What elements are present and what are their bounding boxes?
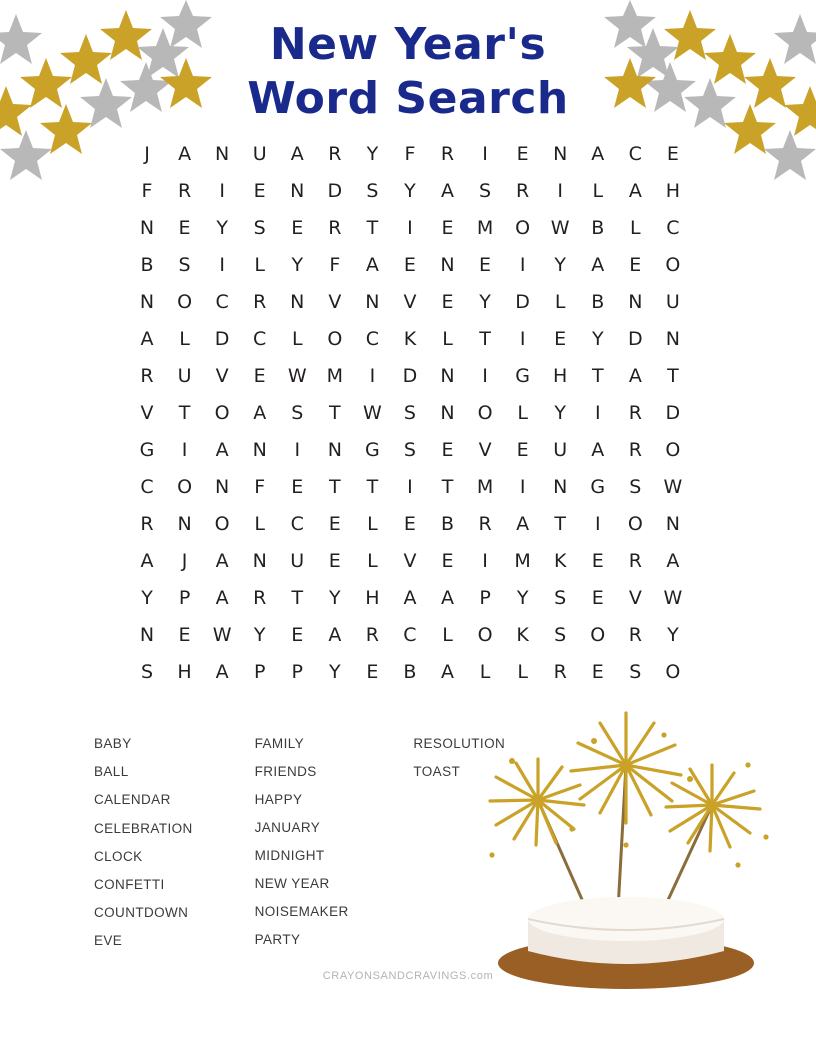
- grid-cell: L: [254, 512, 265, 535]
- grid-cell: N: [628, 290, 643, 313]
- grid-cell: N: [553, 142, 568, 165]
- grid-cell: E: [366, 660, 379, 683]
- grid-cell: I: [219, 253, 225, 276]
- grid-cell: B: [591, 216, 605, 239]
- grid-cell: L: [291, 327, 303, 350]
- grid-cell: R: [553, 660, 567, 683]
- grid-cell: L: [479, 660, 491, 683]
- grid-cell: C: [253, 327, 267, 350]
- grid-cell: Y: [404, 179, 416, 202]
- word-list-item: BALL: [94, 764, 129, 780]
- grid-cell: G: [139, 438, 155, 461]
- grid-cell: H: [365, 586, 380, 609]
- grid-cell: N: [215, 142, 230, 165]
- grid-cell: W: [362, 401, 382, 424]
- grid-cell: I: [407, 216, 413, 239]
- grid-cell: S: [178, 253, 191, 276]
- word-list-item: RESOLUTION: [413, 736, 506, 751]
- grid-cell: A: [215, 660, 229, 683]
- grid-cell: Y: [366, 142, 379, 165]
- word-list-item: COUNTDOWN: [94, 905, 189, 921]
- grid-cell: F: [404, 142, 416, 165]
- grid-cell: E: [516, 142, 529, 165]
- grid-cell: D: [214, 327, 230, 350]
- grid-cell: E: [178, 216, 191, 239]
- grid-cell: E: [441, 290, 454, 313]
- grid-cell: G: [365, 438, 380, 461]
- grid-cell: V: [478, 438, 492, 461]
- grid-cell: Y: [216, 216, 228, 239]
- grid-cell: T: [366, 216, 379, 239]
- grid-cell: A: [591, 253, 605, 276]
- grid-cell: E: [291, 623, 304, 646]
- grid-cell: D: [665, 401, 681, 424]
- grid-cell: C: [140, 475, 154, 498]
- grid-cell: A: [140, 327, 154, 350]
- title-line-2: Word Search: [247, 73, 569, 124]
- grid-cell: R: [328, 142, 342, 165]
- grid-cell: A: [591, 438, 605, 461]
- grid-cell: P: [291, 660, 303, 683]
- grid-cell: N: [665, 512, 680, 535]
- grid-cell: S: [554, 586, 567, 609]
- word-list-item: BABY: [94, 736, 132, 751]
- word-list: [94, 730, 574, 956]
- grid-cell: N: [440, 401, 455, 424]
- grid-cell: V: [628, 586, 642, 609]
- grid-cell: K: [553, 549, 567, 572]
- grid-cell: B: [591, 290, 605, 313]
- grid-cell: N: [252, 438, 267, 461]
- grid-cell: F: [329, 253, 341, 276]
- grid-cell: M: [476, 216, 494, 239]
- grid-cell: T: [329, 475, 341, 498]
- grid-row: [132, 653, 688, 690]
- grid-cell: L: [367, 512, 378, 535]
- site-credit: CRAYONSANDCRAVINGS.com: [322, 970, 494, 982]
- grid-cell: V: [403, 549, 417, 572]
- grid-cell: A: [290, 142, 304, 165]
- grid-cell: Y: [667, 623, 679, 646]
- grid-cell: A: [178, 142, 192, 165]
- grid-cell: G: [590, 475, 606, 498]
- grid-cell: N: [139, 623, 155, 646]
- grid-cell: T: [366, 475, 379, 498]
- grid-cell: T: [667, 364, 679, 387]
- grid-cell: S: [291, 401, 304, 424]
- grid-row: [132, 542, 688, 579]
- grid-row: [132, 172, 688, 209]
- word-list-column-3: [413, 730, 574, 956]
- grid-cell: I: [294, 438, 301, 461]
- grid-cell: Y: [516, 586, 529, 609]
- grid-cell: Y: [141, 586, 153, 609]
- grid-cell: N: [327, 438, 342, 461]
- grid-cell: S: [140, 660, 154, 683]
- grid-cell: I: [407, 475, 413, 498]
- grid-cell: T: [178, 401, 191, 424]
- grid-cell: L: [517, 401, 528, 424]
- grid-cell: E: [591, 660, 604, 683]
- grid-cell: U: [177, 364, 192, 387]
- grid-cell: E: [591, 586, 604, 609]
- grid-row: [132, 616, 688, 653]
- grid-cell: E: [291, 216, 304, 239]
- grid-cell: W: [663, 586, 683, 609]
- grid-cell: N: [365, 290, 380, 313]
- grid-cell: A: [628, 179, 642, 202]
- grid-cell: O: [177, 475, 193, 498]
- grid-cell: I: [519, 475, 526, 498]
- grid-cell: F: [141, 179, 153, 202]
- grid-cell: O: [627, 512, 643, 535]
- grid-cell: Y: [479, 290, 491, 313]
- grid-cell: C: [403, 623, 417, 646]
- grid-cell: L: [179, 327, 190, 350]
- grid-row: [132, 357, 688, 394]
- grid-cell: P: [178, 586, 191, 609]
- grid-row: [132, 320, 688, 357]
- grid-cell: N: [139, 290, 155, 313]
- grid-cell: I: [181, 438, 188, 461]
- grid-cell: R: [516, 179, 530, 202]
- grid-row: [132, 209, 688, 246]
- grid-cell: N: [440, 364, 455, 387]
- grid-cell: O: [665, 438, 681, 461]
- grid-cell: N: [252, 549, 267, 572]
- grid-cell: R: [140, 364, 154, 387]
- grid-cell: N: [290, 179, 305, 202]
- grid-cell: E: [516, 438, 529, 461]
- grid-cell: I: [482, 549, 488, 572]
- word-list-item: NEW YEAR: [254, 876, 330, 891]
- grid-cell: E: [591, 549, 604, 572]
- grid-cell: J: [144, 142, 150, 165]
- grid-cell: M: [326, 364, 344, 387]
- grid-cell: S: [479, 179, 492, 202]
- grid-cell: R: [628, 438, 642, 461]
- grid-cell: V: [328, 290, 342, 313]
- grid-cell: A: [591, 142, 605, 165]
- grid-cell: D: [515, 290, 530, 313]
- grid-row: [132, 246, 688, 283]
- grid-cell: D: [327, 179, 343, 202]
- grid-row: [132, 394, 688, 431]
- grid-cell: B: [140, 253, 154, 276]
- grid-cell: E: [178, 623, 191, 646]
- grid-cell: A: [403, 586, 417, 609]
- grid-cell: R: [177, 179, 192, 202]
- grid-cell: R: [365, 623, 379, 646]
- grid-cell: Y: [253, 623, 266, 646]
- grid-cell: N: [553, 475, 568, 498]
- grid-cell: P: [479, 586, 491, 609]
- grid-cell: A: [628, 364, 642, 387]
- grid-cell: E: [403, 512, 416, 535]
- grid-cell: D: [627, 327, 643, 350]
- grid-cell: D: [402, 364, 418, 387]
- grid-cell: A: [140, 549, 154, 572]
- word-list-item: TOAST: [413, 764, 461, 779]
- grid-row: [132, 579, 688, 616]
- grid-cell: S: [629, 660, 642, 683]
- grid-cell: I: [482, 364, 488, 387]
- grid-cell: W: [287, 364, 307, 387]
- grid-cell: R: [628, 623, 642, 646]
- grid-cell: I: [219, 179, 225, 202]
- grid-cell: Y: [554, 253, 566, 276]
- grid-cell: S: [403, 401, 416, 424]
- grid-row: [132, 505, 688, 542]
- grid-cell: M: [514, 549, 531, 572]
- grid-cell: O: [177, 290, 193, 313]
- grid-row: [132, 283, 688, 320]
- grid-cell: G: [515, 364, 530, 387]
- grid-cell: L: [592, 179, 604, 202]
- grid-cell: O: [214, 512, 230, 535]
- grid-cell: S: [554, 623, 567, 646]
- grid-cell: E: [403, 253, 416, 276]
- grid-cell: N: [440, 253, 455, 276]
- grid-cell: S: [629, 475, 642, 498]
- grid-cell: S: [366, 179, 379, 202]
- word-list-item: EVE: [94, 933, 123, 949]
- grid-cell: I: [519, 253, 526, 276]
- word-list-item: HAPPY: [254, 792, 303, 807]
- grid-cell: N: [290, 290, 305, 313]
- word-list-item: CLOCK: [94, 848, 143, 864]
- word-list-item: CALENDAR: [94, 792, 171, 808]
- grid-cell: A: [441, 586, 454, 609]
- grid-cell: K: [403, 327, 417, 350]
- word-list-column-1: [94, 730, 255, 956]
- grid-cell: C: [365, 327, 380, 350]
- grid-cell: V: [140, 401, 154, 424]
- grid-cell: E: [479, 253, 492, 276]
- grid-cell: A: [516, 512, 530, 535]
- grid-cell: H: [177, 660, 192, 683]
- word-list-item: NOISEMAKER: [254, 904, 349, 919]
- grid-cell: Y: [591, 327, 604, 350]
- grid-cell: B: [403, 660, 417, 683]
- grid-cell: W: [663, 475, 683, 498]
- grid-cell: S: [253, 216, 266, 239]
- grid-cell: E: [441, 549, 454, 572]
- grid-cell: E: [328, 512, 341, 535]
- grid-cell: T: [291, 586, 304, 609]
- grid-cell: F: [254, 475, 266, 498]
- grid-cell: O: [665, 660, 681, 683]
- grid-cell: A: [328, 623, 342, 646]
- grid-cell: H: [665, 179, 681, 202]
- grid-row: [132, 431, 688, 468]
- grid-cell: O: [477, 401, 493, 424]
- grid-cell: O: [515, 216, 531, 239]
- grid-cell: V: [403, 290, 417, 313]
- grid-cell: I: [594, 512, 601, 535]
- grid-cell: W: [212, 623, 232, 646]
- grid-cell: N: [215, 475, 230, 498]
- grid-cell: A: [441, 660, 454, 683]
- grid-cell: R: [140, 512, 154, 535]
- grid-cell: A: [666, 549, 680, 572]
- grid-cell: L: [442, 327, 453, 350]
- grid-cell: R: [628, 549, 642, 572]
- word-list-item: FRIENDS: [254, 764, 317, 779]
- grid-cell: V: [215, 364, 229, 387]
- grid-row: [132, 468, 688, 505]
- grid-cell: O: [665, 253, 681, 276]
- grid-cell: O: [327, 327, 343, 350]
- grid-cell: U: [290, 549, 305, 572]
- grid-cell: E: [666, 142, 679, 165]
- grid-cell: K: [516, 623, 529, 646]
- grid-cell: O: [477, 623, 493, 646]
- grid-cell: W: [550, 216, 570, 239]
- grid-cell: M: [476, 475, 494, 498]
- grid-cell: J: [181, 549, 188, 572]
- grid-cell: N: [665, 327, 680, 350]
- grid-cell: O: [590, 623, 606, 646]
- grid-cell: L: [517, 660, 528, 683]
- grid-row: [132, 135, 688, 172]
- grid-cell: R: [478, 512, 492, 535]
- grid-cell: R: [628, 401, 642, 424]
- grid-cell: L: [554, 290, 566, 313]
- grid-cell: E: [253, 179, 266, 202]
- grid-cell: R: [440, 142, 455, 165]
- grid-cell: O: [214, 401, 230, 424]
- grid-cell: E: [291, 475, 304, 498]
- grid-cell: C: [290, 512, 304, 535]
- grid-cell: C: [628, 142, 642, 165]
- word-list-item: FAMILY: [254, 736, 305, 751]
- grid-cell: T: [554, 512, 566, 535]
- grid-cell: N: [177, 512, 192, 535]
- title-line-1: New Year's: [269, 19, 547, 70]
- grid-cell: A: [215, 549, 229, 572]
- word-list-item: MIDNIGHT: [254, 848, 325, 863]
- grid-cell: R: [253, 290, 267, 313]
- grid-cell: I: [482, 142, 488, 165]
- word-list-item: JANUARY: [254, 820, 321, 835]
- grid-cell: L: [254, 253, 265, 276]
- grid-cell: N: [139, 216, 155, 239]
- grid-cell: T: [591, 364, 604, 387]
- grid-cell: I: [594, 401, 601, 424]
- grid-cell: E: [441, 438, 454, 461]
- grid-cell: R: [253, 586, 267, 609]
- word-list-item: CELEBRATION: [94, 820, 193, 836]
- word-list-item: CONFETTI: [94, 877, 165, 893]
- word-list-item: PARTY: [254, 932, 301, 947]
- grid-cell: C: [215, 290, 229, 313]
- grid-cell: L: [367, 549, 378, 572]
- page-title: [0, 18, 816, 126]
- grid-cell: P: [253, 660, 266, 683]
- grid-cell: U: [252, 142, 267, 165]
- grid-cell: I: [519, 327, 526, 350]
- grid-cell: A: [215, 438, 229, 461]
- grid-cell: C: [666, 216, 680, 239]
- grid-cell: A: [365, 253, 379, 276]
- grid-cell: Y: [554, 401, 566, 424]
- grid-cell: U: [553, 438, 568, 461]
- grid-cell: A: [253, 401, 267, 424]
- grid-cell: T: [441, 475, 454, 498]
- grid-cell: L: [442, 623, 453, 646]
- grid-cell: Y: [329, 586, 341, 609]
- grid-cell: E: [441, 216, 454, 239]
- grid-cell: T: [329, 401, 341, 424]
- grid-cell: E: [253, 364, 266, 387]
- grid-cell: R: [328, 216, 342, 239]
- grid-cell: S: [403, 438, 416, 461]
- grid-cell: E: [328, 549, 341, 572]
- grid-cell: B: [440, 512, 455, 535]
- grid-cell: T: [479, 327, 491, 350]
- word-list-column-2: [255, 730, 414, 956]
- grid-cell: I: [557, 179, 563, 202]
- grid-cell: A: [441, 179, 454, 202]
- grid-cell: E: [554, 327, 567, 350]
- grid-cell: A: [215, 586, 229, 609]
- grid-cell: E: [629, 253, 642, 276]
- grid-cell: L: [630, 216, 641, 239]
- grid-cell: U: [665, 290, 680, 313]
- grid-cell: Y: [291, 253, 304, 276]
- grid-cell: I: [369, 364, 376, 387]
- word-search-grid: [132, 135, 688, 690]
- grid-cell: H: [553, 364, 568, 387]
- grid-cell: Y: [329, 660, 341, 683]
